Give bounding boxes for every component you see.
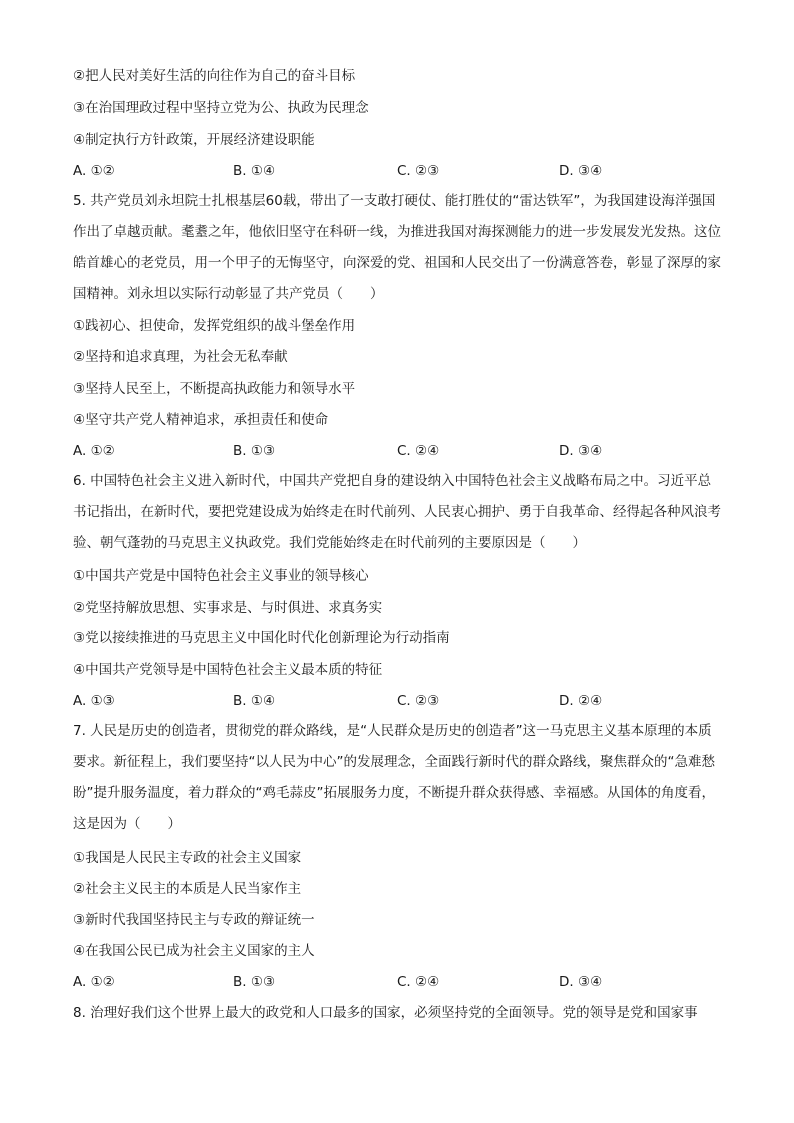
q6-stem: 6. 中国特色社会主义进入新时代，中国共产党把自身的建设纳入中国特色社会主义战略布局之中。习近平总书记指出，在新时代，要把党建设成为始终走在时代前列、人民衷心拥护、勇于自我革命、经得起各种风浪考验、朝气蓬勃的马克思主义执政党。我们党能始终走在时代前列的主要原因是（ ） [73,473,721,551]
q7-option-c: C. ②④ [397,974,440,990]
q4-option-b: B. ①④ [233,163,276,179]
q4-option-d: D. ③④ [559,163,603,179]
q5-option-b: B. ①③ [233,443,276,459]
q7-item-3: ③新时代我国坚持民主与专政的辩证统一 [73,912,315,928]
q7-options [73,972,723,992]
q5-option-c: C. ②④ [397,443,440,459]
q6-item-1: ①中国共产党是中国特色社会主义事业的领导核心 [73,568,369,584]
q7-option-b: B. ①③ [233,974,276,990]
q6-item-3: ③党以接续推进的马克思主义中国化时代化创新理论为行动指南 [73,630,450,646]
q7-item-1: ①我国是人民民主专政的社会主义国家 [73,850,302,866]
q4-options [73,161,723,181]
q5-item-1: ①践初心、担使命，发挥党组织的战斗堡垒作用 [73,318,356,334]
q7-item-2: ②社会主义民主的本质是人民当家作主 [73,881,302,897]
q4-item-4: ④制定执行方针政策，开展经济建设职能 [73,132,315,148]
q4-item-3: ③在治国理政过程中坚持立党为公、执政为民理念 [73,100,369,116]
q5-options [73,441,723,461]
q6-option-c: C. ②③ [397,693,440,709]
q4-item-2: ②把人民对美好生活的向往作为自己的奋斗目标 [73,68,356,84]
q7-option-d: D. ③④ [559,974,603,990]
q5-stem: 5. 共产党员刘永坦院士扎根基层60载，带出了一支敢打硬仗、能打胜仗的“雷达铁军”，为我国建设海洋强国作出了卓越贡献。耄耋之年，他依旧坚守在科研一线，为推进我国对海探测能力的进一步发展发光发热。这位皓首雄心的老党员，用一个甲子的无悔坚守，向深爱的党、祖国和人民交出了一份满意答卷，彰显了深厚的家国精神。刘永坦以实际行动彰显了共产党员（ ） [73,193,721,302]
q6-options [73,691,723,711]
q5-item-3: ③坚持人民至上，不断提高执政能力和领导水平 [73,381,356,397]
q6-option-b: B. ①④ [233,693,276,709]
q7-option-a: A. ①② [73,974,115,990]
q4-option-a: A. ①② [73,163,115,179]
q6-option-d: D. ②④ [559,693,603,709]
q6-item-4: ④中国共产党领导是中国特色社会主义最本质的特征 [73,662,383,678]
q5-item-4: ④坚守共产党人精神追求，承担责任和使命 [73,412,329,428]
q6-item-2: ②党坚持解放思想、实事求是、与时俱进、求真务实 [73,600,383,616]
q4-option-c: C. ②③ [397,163,440,179]
q5-item-2: ②坚持和追求真理，为社会无私奉献 [73,349,288,365]
q5-option-a: A. ①② [73,443,115,459]
q7-stem: 7. 人民是历史的创造者，贯彻党的群众路线，是“人民群众是历史的创造者”这一马克思主义基本原理的本质要求。新征程上，我们要坚持“以人民为中心”的发展理念，全面践行新时代的群众路线，聚焦群众的“急难愁盼”提升服务温度，着力群众的“鸡毛蒜皮”拓展服务力度，不断提升群众获得感、幸福感。从国体的角度看，这是因为（ ） [73,723,715,832]
q8-stem: 8. 治理好我们这个世界上最大的政党和人口最多的国家，必须坚持党的全面领导。党的领导是党和国家事 [73,1005,698,1021]
q6-option-a: A. ①③ [73,693,115,709]
q7-item-4: ④在我国公民已成为社会主义国家的主人 [73,943,315,959]
q5-option-d: D. ③④ [559,443,603,459]
